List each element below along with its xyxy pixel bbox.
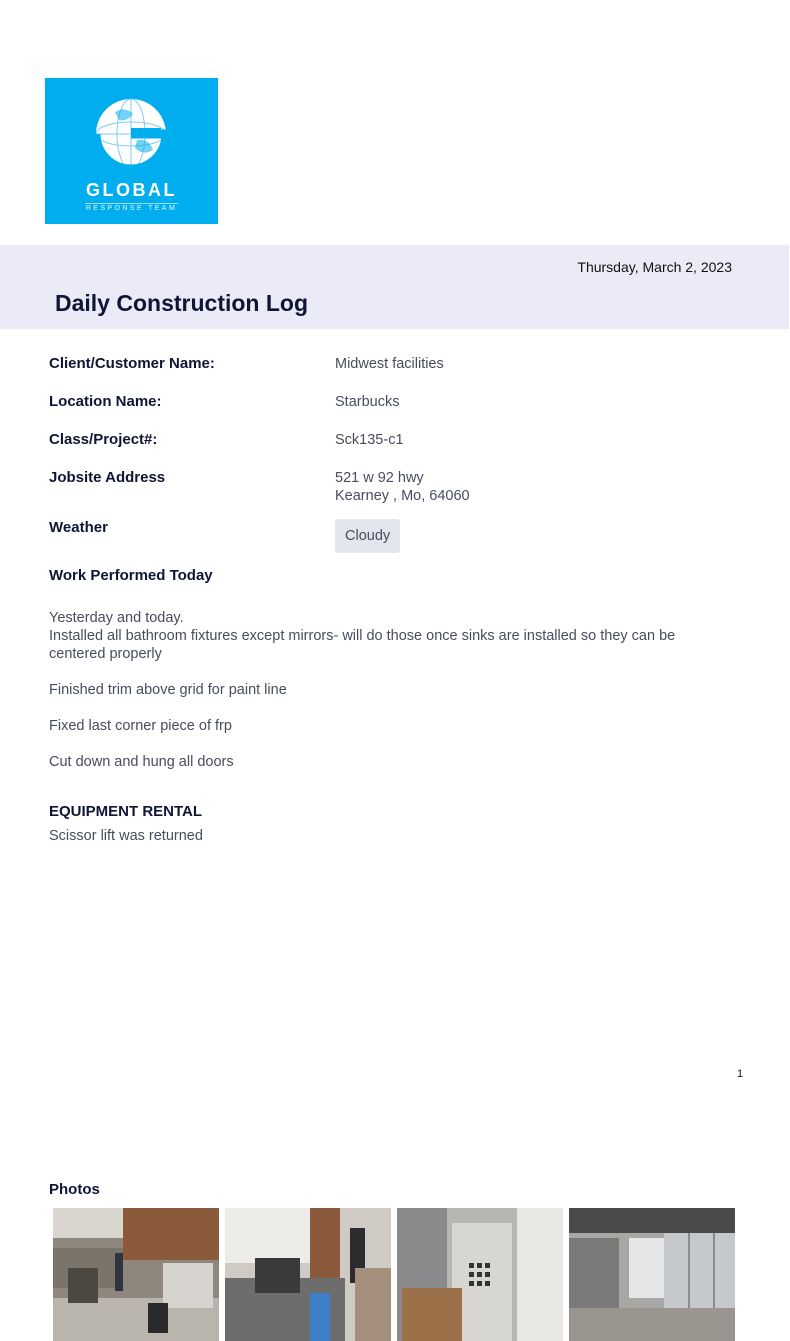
photo-4-image [569, 1208, 735, 1341]
location-label: Location Name: [49, 393, 162, 410]
company-logo [45, 78, 218, 224]
equipment-label: EQUIPMENT RENTAL [49, 803, 203, 820]
equipment-value: Scissor lift was returned [49, 828, 203, 844]
location-value: Starbucks [335, 394, 400, 410]
log-date: Thursday, March 2, 2023 [577, 259, 732, 275]
photo-2[interactable] [225, 1208, 391, 1341]
work-line-1: Yesterday and today. [49, 610, 184, 626]
work-line-5: Cut down and hung all doors [49, 754, 234, 770]
project-label: Class/Project#: [49, 431, 158, 448]
logo-tagline: RESPONSE TEAM [85, 205, 178, 212]
address-line1: 521 w 92 hwy [335, 470, 424, 486]
photo-2-image [225, 1208, 391, 1341]
logo-wordmark: GLOBAL [86, 180, 177, 200]
logo-divider [85, 203, 178, 204]
client-label: Client/Customer Name: [49, 355, 215, 372]
photo-3[interactable] [397, 1208, 563, 1341]
work-label: Work Performed Today [49, 567, 213, 584]
photos-label: Photos [49, 1181, 100, 1198]
photo-3-image [397, 1208, 563, 1341]
photo-4[interactable] [569, 1208, 735, 1341]
address-label: Jobsite Address [49, 469, 166, 486]
work-line-4: Fixed last corner piece of frp [49, 718, 232, 734]
photo-1[interactable] [53, 1208, 219, 1341]
work-line-2: Installed all bathroom fixtures except mirrors- will do those once sinks are installed so they can be centered properly [49, 628, 676, 662]
client-value: Midwest facilities [335, 356, 444, 372]
work-line-3: Finished trim above grid for paint line [49, 682, 287, 698]
weather-label: Weather [49, 519, 108, 536]
address-line2: Kearney , Mo, 64060 [335, 488, 470, 504]
project-value: Sck135-c1 [335, 432, 404, 448]
page-number: 1 [737, 1068, 744, 1080]
header-band [0, 245, 789, 329]
photo-1-image [53, 1208, 219, 1341]
page-title: Daily Construction Log [55, 290, 308, 316]
weather-chip: Cloudy [335, 519, 400, 553]
